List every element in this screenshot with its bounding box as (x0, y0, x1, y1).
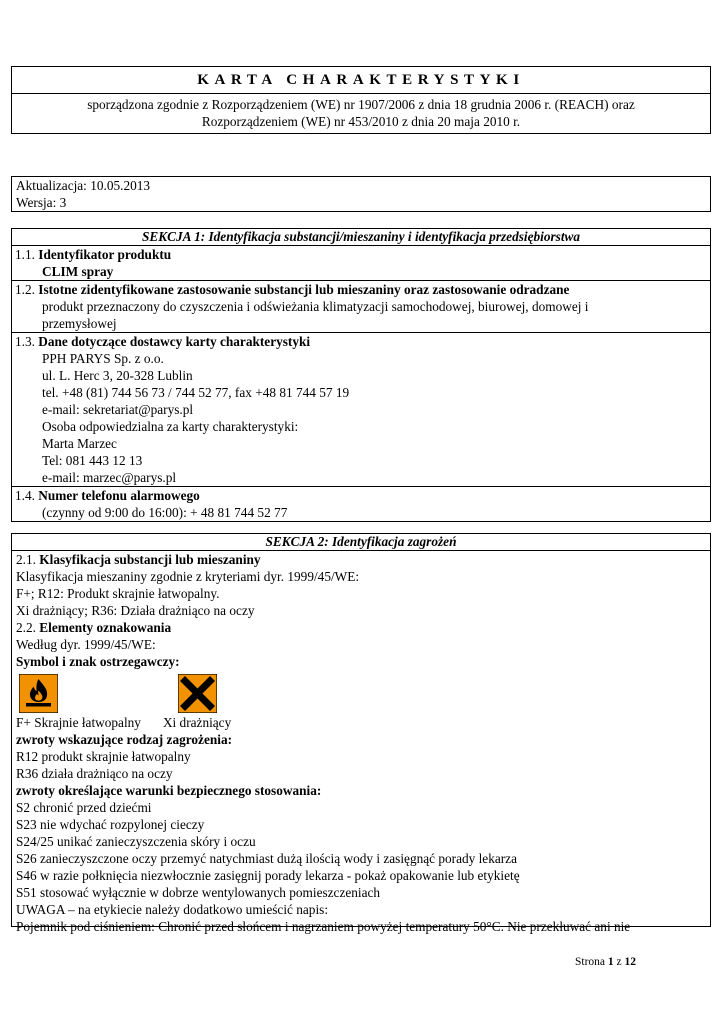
warning-text: Pojemnik pod ciśnieniem: Chronić przed słońcem i nagrzaniem powyżej temperatury 50°C. Nie przekłuwać ani nie (16, 919, 631, 934)
safety-phrase: S2 chronić przed dziećmi (16, 800, 152, 815)
supplier-line: ul. L. Herc 3, 20-328 Lublin (42, 368, 193, 383)
safety-phrase: S24/25 unikać zanieczyszczenia skóry i oczu (16, 834, 256, 849)
subsection-title: Klasyfikacja substancji lub mieszaniny (39, 552, 261, 567)
revision-box (11, 176, 711, 212)
document-title: KARTA CHARAKTERYSTYKI (12, 67, 710, 94)
supplier-line: tel. +48 (81) 744 56 73 / 744 52 77, fax +48 81 744 57 19 (42, 385, 350, 400)
supplier-line: Marta Marzec (42, 436, 117, 451)
title-box (11, 66, 711, 134)
labelling-text: Według dyr. 1999/45/WE: (16, 637, 156, 652)
supplier-line: Tel: 081 443 12 13 (42, 453, 143, 468)
symbol-1-label: F+ Skrajnie łatwopalny (16, 715, 141, 730)
subtitle-line-2: Rozporządzeniem (WE) nr 453/2010 z dnia 20 maja 2010 r. (201, 114, 521, 129)
subsection-number: 2.2. (16, 620, 36, 635)
hazard-phrase: R36 działa drażniąco na oczy (16, 766, 173, 781)
supplier-line: PPH PARYS Sp. z o.o. (42, 351, 164, 366)
subsection-title: Identyfikator produktu (38, 247, 172, 262)
section-1 (11, 228, 711, 522)
supplier-line: e-mail: marzec@parys.pl (42, 470, 177, 485)
subsection-title: Elementy oznakowania (39, 620, 172, 635)
subsection-1-1 (12, 246, 710, 281)
pictogram-row (16, 670, 710, 714)
supplier-line: Osoba odpowiedzialna za karty charakterystyki: (42, 419, 299, 434)
symbol-heading: Symbol i znak ostrzegawczy: (16, 654, 180, 669)
product-name: CLIM spray (42, 264, 114, 279)
flame-icon (19, 674, 58, 713)
page-current: 1 (607, 956, 614, 968)
subsection-number: 1.4. (15, 488, 35, 503)
document-subtitle (12, 94, 710, 132)
safety-heading: zwroty określające warunki bezpiecznego stosowania: (16, 783, 322, 798)
subsection-title: Istotne zidentyfikowane zastosowanie substancji lub mieszaniny oraz zastosowanie odradzane (38, 282, 570, 297)
use-text: produkt przeznaczony do czyszczenia i odświeżania klimatyzacji samochodowej, biurowej, domowej i (42, 299, 589, 314)
classification-line: Klasyfikacja mieszaniny zgodnie z kryteriami dyr. 1999/45/WE: (16, 569, 360, 584)
subsection-title: Numer telefonu alarmowego (38, 488, 200, 503)
symbol-2-label: Xi drażniący (162, 715, 232, 730)
cross-icon (178, 674, 217, 713)
subsection-number: 1.1. (15, 247, 35, 262)
page-of: z (616, 956, 622, 968)
page-total: 12 (624, 956, 636, 968)
hazard-phrase: R12 produkt skrajnie łatwopalny (16, 749, 191, 764)
subtitle-line-1: sporządzona zgodnie z Rozporządzeniem (WE) nr 1907/2006 z dnia 18 grudnia 2006 r. (REACH) oraz (87, 97, 635, 112)
version: Wersja: 3 (16, 195, 67, 210)
hazard-heading: zwroty wskazujące rodzaj zagrożenia: (16, 732, 233, 747)
subsection-1-4 (12, 487, 710, 521)
supplier-line: e-mail: sekretariat@parys.pl (42, 402, 194, 417)
update-date: Aktualizacja: 10.05.2013 (16, 178, 151, 193)
subsection-1-3 (12, 333, 710, 487)
classification-line: F+; R12: Produkt skrajnie łatwopalny. (16, 586, 220, 601)
classification-line: Xi drażniący; R36: Działa drażniąco na oczy (16, 603, 255, 618)
emergency-phone: (czynny od 9:00 do 16:00): + 48 81 744 52 77 (42, 505, 288, 520)
subsection-number: 1.3. (15, 334, 35, 349)
warning-note: UWAGA – na etykiecie należy dodatkowo umieścić napis: (16, 902, 329, 917)
page-number (575, 956, 636, 968)
section-2-heading: SEKCJA 2: Identyfikacja zagrożeń (12, 534, 710, 551)
subsection-1-2 (12, 281, 710, 333)
page-word: Strona (574, 956, 606, 968)
section-2-body (12, 551, 710, 935)
section-2 (11, 533, 711, 934)
safety-phrase: S26 zanieczyszczone oczy przemyć natychmiast dużą ilością wody i zasięgnąć porady lekarza (16, 851, 517, 866)
subsection-number: 2.1. (16, 552, 36, 567)
subsection-number: 1.2. (15, 282, 35, 297)
use-text: przemysłowej (42, 316, 117, 331)
subsection-title: Dane dotyczące dostawcy karty charakterystyki (38, 334, 311, 349)
safety-phrase: S51 stosować wyłącznie w dobrze wentylowanych pomieszczeniach (16, 885, 381, 900)
pictogram-labels (16, 714, 710, 731)
safety-phrase: S46 w razie połknięcia niezwłocznie zasięgnij porady lekarza - pokaż opakowanie lub etykietę (16, 868, 520, 883)
section-1-heading: SEKCJA 1: Identyfikacja substancji/mieszaniny i identyfikacja przedsiębiorstwa (12, 229, 710, 246)
safety-phrase: S23 nie wdychać rozpylonej cieczy (16, 817, 205, 832)
